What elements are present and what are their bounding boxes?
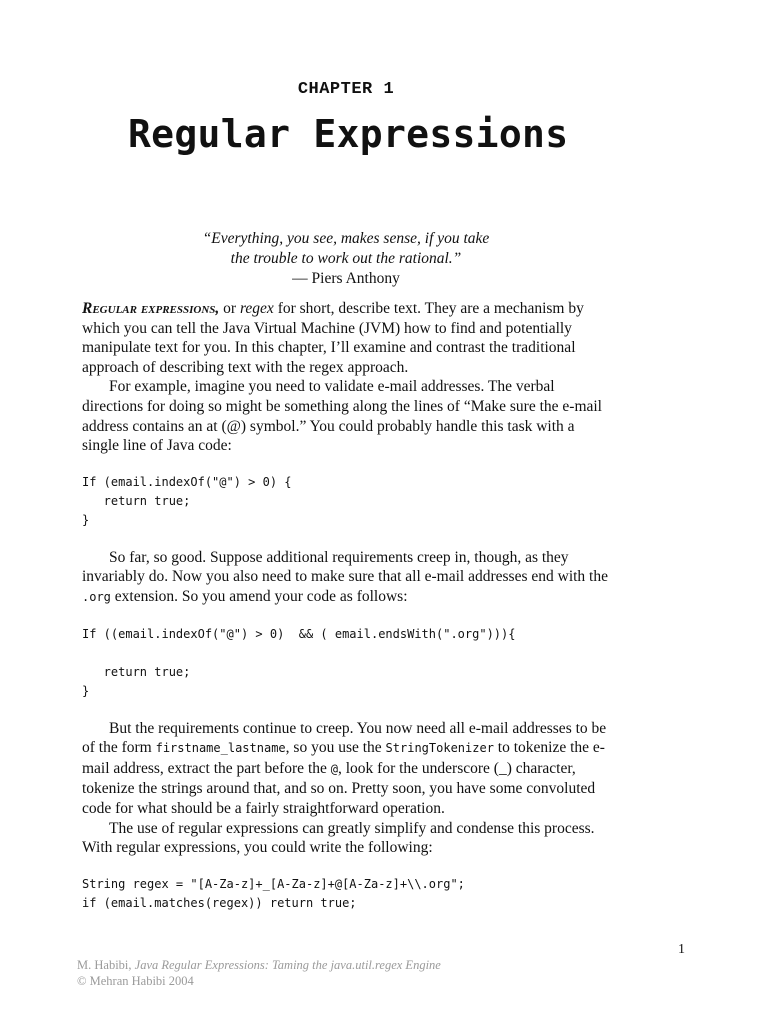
spacer (82, 530, 610, 548)
paragraph-requirements-creep (82, 719, 610, 819)
chapter-title: Regular Expressions (128, 112, 569, 156)
spacer (82, 608, 610, 625)
inline-code: @ (330, 761, 338, 776)
paragraph-text: extension. So you amend your code as follows: (110, 587, 408, 605)
lead-in-term: Regular expressions, (82, 300, 220, 317)
code-block-regex: String regex = "[A-Za-z]+_[A-Za-z]+@[A-Za-z]+\\.org"; if (email.matches(regex)) return true; (82, 876, 465, 910)
paragraph-text: to tokenize the e-mail address, extract the part before the (82, 739, 605, 777)
epigraph-attribution: — Piers Anthony (292, 270, 400, 287)
footer-citation (77, 957, 441, 973)
page-number: 1 (678, 942, 685, 957)
paragraph-intro (82, 299, 610, 377)
paragraph-text: So far, so good. Suppose additional requirements creep in, though, as they invariably do. Now you also need to make sure that all e-mail addresses end with the (82, 548, 608, 586)
spacer (82, 456, 610, 473)
paragraph-text: , look for the underscore (_) character, tokenize the strings around that, and so on. Pretty soon, you have some convoluted code for what should be a fairly straightforward operation. (82, 759, 596, 817)
paragraph-regex-simplify: The use of regular expressions can greatly simplify and condense this process. With regular expressions, you could write the following: (82, 819, 595, 857)
code-block-indexof: If (email.indexOf("@") > 0) { return true; } (82, 474, 292, 527)
inline-code: firstname_lastname (155, 741, 286, 756)
epigraph-line-1: “Everything, you see, makes sense, if you take (202, 230, 490, 247)
epigraph-line-2: the trouble to work out the rational.” (230, 250, 462, 267)
paragraph-text: or (219, 300, 240, 317)
code-block-endswith: If ((email.indexOf("@") > 0) && ( email.endsWith(".org"))){ return true; } (82, 626, 516, 698)
spacer (82, 701, 610, 719)
footer-copyright: © Mehran Habibi 2004 (77, 974, 194, 988)
paragraph-text: , so you use the (285, 739, 386, 757)
footer-author: M. Habibi, (77, 958, 135, 972)
page-footer (77, 957, 441, 989)
spacer (82, 858, 610, 875)
footer-book-title: Java Regular Expressions: Taming the java.util.regex Engine (134, 958, 441, 972)
emphasized-term: regex (239, 300, 274, 317)
chapter-label: CHAPTER 1 (297, 80, 395, 99)
chapter-body (82, 299, 610, 913)
paragraph-email-example: For example, imagine you need to validate e-mail addresses. The verbal directions for doing so might be something along the lines of “Make sure the e-mail address contains an at (@) symbol.” You could probably handle this task with a single line of Java code: (82, 378, 602, 455)
paragraph-text: for short, describe text. They are a mechanism by which you can tell the Java Virtual Machine (JVM) how to find and potentially manipulate text for you. In this chapter, I’ll examine and contrast the traditional approach of describing text with the regex approach. (82, 300, 584, 376)
inline-code: StringTokenizer (385, 741, 494, 756)
epigraph (0, 229, 692, 289)
paragraph-so-far (82, 548, 610, 608)
paragraph-text: But the requirements continue to creep. You now need all e-mail addresses to be of the form (82, 719, 607, 757)
inline-code: .org (82, 589, 111, 604)
